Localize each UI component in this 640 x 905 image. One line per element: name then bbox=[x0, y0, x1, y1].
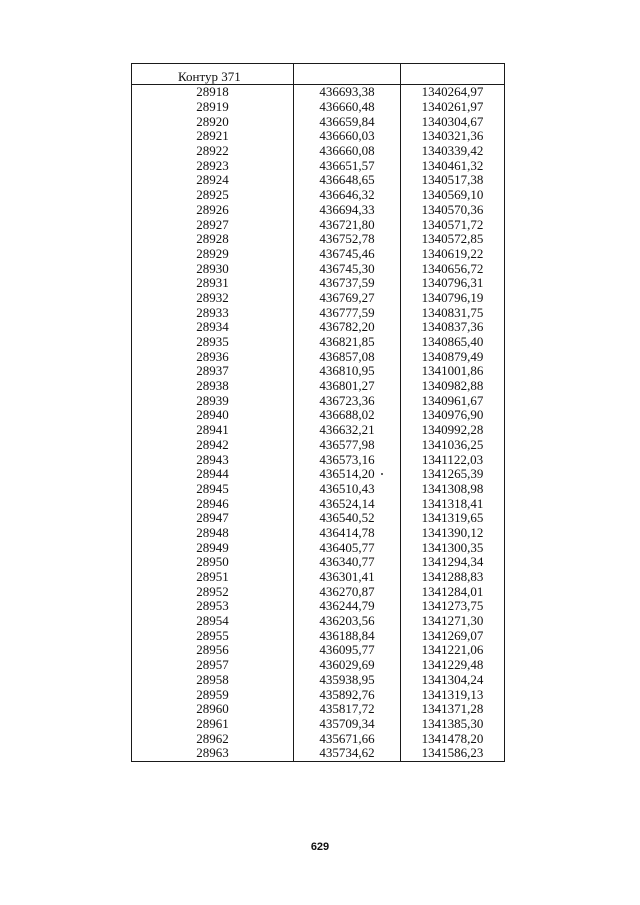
point-number-cell: 28921 bbox=[132, 129, 294, 144]
y-coordinate-cell: 1340961,67 bbox=[401, 393, 505, 408]
x-coordinate-cell: 436524,14 bbox=[294, 496, 401, 511]
y-coordinate-cell: 1340261,97 bbox=[401, 100, 505, 115]
point-number-cell: 28948 bbox=[132, 526, 294, 541]
y-coordinate-cell: 1341586,23 bbox=[401, 746, 505, 761]
x-coordinate-cell: 436745,30 bbox=[294, 261, 401, 276]
x-coordinate-cell: 436752,78 bbox=[294, 232, 401, 247]
x-coordinate-cell: 436646,32 bbox=[294, 188, 401, 203]
y-coordinate-cell: 1340796,19 bbox=[401, 291, 505, 306]
y-coordinate-cell: 1340517,38 bbox=[401, 173, 505, 188]
point-number-cell: 28928 bbox=[132, 232, 294, 247]
x-coordinate-cell: 436573,16 bbox=[294, 452, 401, 467]
y-coordinate-cell: 1341300,35 bbox=[401, 540, 505, 555]
header-cell-x bbox=[294, 64, 401, 85]
x-coordinate-cell: 436737,59 bbox=[294, 276, 401, 291]
x-coordinate-cell: 436510,43 bbox=[294, 482, 401, 497]
y-coordinate-cell: 1341288,83 bbox=[401, 570, 505, 585]
y-coordinate-cell: 1340461,32 bbox=[401, 158, 505, 173]
coordinates-table-body bbox=[132, 64, 505, 762]
x-coordinate-cell: 435734,62 bbox=[294, 746, 401, 761]
x-coordinate-cell: 436745,46 bbox=[294, 247, 401, 262]
x-coordinate-cell: 436821,85 bbox=[294, 335, 401, 350]
x-coordinate-cell: 436632,21 bbox=[294, 423, 401, 438]
point-number-cell: 28919 bbox=[132, 100, 294, 115]
y-coordinate-cell: 1340339,42 bbox=[401, 144, 505, 159]
point-number-cell: 28929 bbox=[132, 247, 294, 262]
x-coordinate-cell: 435709,34 bbox=[294, 717, 401, 732]
point-number-cell: 28932 bbox=[132, 291, 294, 306]
table-row bbox=[132, 232, 505, 247]
y-coordinate-cell: 1341284,01 bbox=[401, 584, 505, 599]
scan-speck bbox=[381, 473, 383, 475]
x-coordinate-cell: 436659,84 bbox=[294, 114, 401, 129]
x-coordinate-cell: 436857,08 bbox=[294, 349, 401, 364]
y-coordinate-cell: 1341308,98 bbox=[401, 482, 505, 497]
x-coordinate-cell: 436723,36 bbox=[294, 393, 401, 408]
table-row bbox=[132, 261, 505, 276]
y-coordinate-cell: 1341478,20 bbox=[401, 731, 505, 746]
point-number-cell: 28945 bbox=[132, 482, 294, 497]
y-coordinate-cell: 1341221,06 bbox=[401, 643, 505, 658]
y-coordinate-cell: 1340796,31 bbox=[401, 276, 505, 291]
point-number-cell: 28952 bbox=[132, 584, 294, 599]
table-row bbox=[132, 614, 505, 629]
y-coordinate-cell: 1341269,07 bbox=[401, 628, 505, 643]
x-coordinate-cell: 435817,72 bbox=[294, 702, 401, 717]
y-coordinate-cell: 1340879,49 bbox=[401, 349, 505, 364]
table-row bbox=[132, 393, 505, 408]
table-row bbox=[132, 114, 505, 129]
point-number-cell: 28953 bbox=[132, 599, 294, 614]
x-coordinate-cell: 436769,27 bbox=[294, 291, 401, 306]
point-number-cell: 28925 bbox=[132, 188, 294, 203]
table-row bbox=[132, 673, 505, 688]
point-number-cell: 28960 bbox=[132, 702, 294, 717]
table-row bbox=[132, 584, 505, 599]
x-coordinate-cell: 436540,52 bbox=[294, 511, 401, 526]
y-coordinate-cell: 1341319,13 bbox=[401, 687, 505, 702]
table-row bbox=[132, 173, 505, 188]
table-row bbox=[132, 438, 505, 453]
x-coordinate-cell: 436095,77 bbox=[294, 643, 401, 658]
y-coordinate-cell: 1341304,24 bbox=[401, 673, 505, 688]
table-row bbox=[132, 144, 505, 159]
x-coordinate-cell: 436660,03 bbox=[294, 129, 401, 144]
x-coordinate-cell: 435671,66 bbox=[294, 731, 401, 746]
x-coordinate-cell: 436270,87 bbox=[294, 584, 401, 599]
point-number-cell: 28951 bbox=[132, 570, 294, 585]
y-coordinate-cell: 1341122,03 bbox=[401, 452, 505, 467]
point-number-cell: 28939 bbox=[132, 393, 294, 408]
y-coordinate-cell: 1341036,25 bbox=[401, 438, 505, 453]
y-coordinate-cell: 1340571,72 bbox=[401, 217, 505, 232]
table-row bbox=[132, 452, 505, 467]
x-coordinate-cell: 436694,33 bbox=[294, 203, 401, 218]
y-coordinate-cell: 1340656,72 bbox=[401, 261, 505, 276]
point-number-cell: 28963 bbox=[132, 746, 294, 761]
table-row bbox=[132, 540, 505, 555]
table-row bbox=[132, 467, 505, 482]
table-row bbox=[132, 158, 505, 173]
y-coordinate-cell: 1341385,30 bbox=[401, 717, 505, 732]
y-coordinate-cell: 1341229,48 bbox=[401, 658, 505, 673]
x-coordinate-cell: 436648,65 bbox=[294, 173, 401, 188]
x-coordinate-cell: 435938,95 bbox=[294, 673, 401, 688]
table-header-row bbox=[132, 64, 505, 85]
y-coordinate-cell: 1340837,36 bbox=[401, 320, 505, 335]
table-row bbox=[132, 482, 505, 497]
y-coordinate-cell: 1340831,75 bbox=[401, 305, 505, 320]
x-coordinate-cell: 436414,78 bbox=[294, 526, 401, 541]
y-coordinate-cell: 1341371,28 bbox=[401, 702, 505, 717]
table-row bbox=[132, 335, 505, 350]
point-number-cell: 28922 bbox=[132, 144, 294, 159]
x-coordinate-cell: 436782,20 bbox=[294, 320, 401, 335]
table-row bbox=[132, 555, 505, 570]
point-number-cell: 28940 bbox=[132, 408, 294, 423]
table-row bbox=[132, 129, 505, 144]
table-row bbox=[132, 291, 505, 306]
x-coordinate-cell: 436721,80 bbox=[294, 217, 401, 232]
point-number-cell: 28920 bbox=[132, 114, 294, 129]
y-coordinate-cell: 1340992,28 bbox=[401, 423, 505, 438]
y-coordinate-cell: 1340570,36 bbox=[401, 203, 505, 218]
y-coordinate-cell: 1340619,22 bbox=[401, 247, 505, 262]
y-coordinate-cell: 1340264,97 bbox=[401, 85, 505, 100]
x-coordinate-cell: 436693,38 bbox=[294, 85, 401, 100]
point-number-cell: 28933 bbox=[132, 305, 294, 320]
table-row bbox=[132, 658, 505, 673]
y-coordinate-cell: 1341390,12 bbox=[401, 526, 505, 541]
point-number-cell: 28962 bbox=[132, 731, 294, 746]
x-coordinate-cell: 436660,48 bbox=[294, 100, 401, 115]
point-number-cell: 28946 bbox=[132, 496, 294, 511]
table-row bbox=[132, 526, 505, 541]
table-row bbox=[132, 687, 505, 702]
x-coordinate-cell: 436577,98 bbox=[294, 438, 401, 453]
x-coordinate-cell: 436244,79 bbox=[294, 599, 401, 614]
point-number-cell: 28958 bbox=[132, 673, 294, 688]
point-number-cell: 28918 bbox=[132, 85, 294, 100]
y-coordinate-cell: 1340572,85 bbox=[401, 232, 505, 247]
table-row bbox=[132, 746, 505, 761]
x-coordinate-cell: 436651,57 bbox=[294, 158, 401, 173]
table-row bbox=[132, 599, 505, 614]
point-number-cell: 28936 bbox=[132, 349, 294, 364]
point-number-cell: 28938 bbox=[132, 379, 294, 394]
table-row bbox=[132, 349, 505, 364]
table-row bbox=[132, 717, 505, 732]
point-number-cell: 28949 bbox=[132, 540, 294, 555]
point-number-cell: 28954 bbox=[132, 614, 294, 629]
y-coordinate-cell: 1341001,86 bbox=[401, 364, 505, 379]
table-row bbox=[132, 305, 505, 320]
x-coordinate-cell: 436514,20 bbox=[294, 467, 401, 482]
x-coordinate-cell: 436810,95 bbox=[294, 364, 401, 379]
y-coordinate-cell: 1341319,65 bbox=[401, 511, 505, 526]
point-number-cell: 28942 bbox=[132, 438, 294, 453]
table-row bbox=[132, 320, 505, 335]
point-number-cell: 28931 bbox=[132, 276, 294, 291]
header-cell-y bbox=[401, 64, 505, 85]
x-coordinate-cell: 436405,77 bbox=[294, 540, 401, 555]
table-row bbox=[132, 628, 505, 643]
table-row bbox=[132, 423, 505, 438]
point-number-cell: 28943 bbox=[132, 452, 294, 467]
x-coordinate-cell: 436029,69 bbox=[294, 658, 401, 673]
table-row bbox=[132, 247, 505, 262]
y-coordinate-cell: 1341294,34 bbox=[401, 555, 505, 570]
table-row bbox=[132, 364, 505, 379]
point-number-cell: 28950 bbox=[132, 555, 294, 570]
y-coordinate-cell: 1340304,67 bbox=[401, 114, 505, 129]
table-row bbox=[132, 643, 505, 658]
point-number-cell: 28947 bbox=[132, 511, 294, 526]
table-row bbox=[132, 408, 505, 423]
table-row bbox=[132, 702, 505, 717]
contour-label: Контур 371 bbox=[132, 64, 294, 85]
point-number-cell: 28927 bbox=[132, 217, 294, 232]
point-number-cell: 28937 bbox=[132, 364, 294, 379]
point-number-cell: 28926 bbox=[132, 203, 294, 218]
point-number-cell: 28923 bbox=[132, 158, 294, 173]
y-coordinate-cell: 1340321,36 bbox=[401, 129, 505, 144]
x-coordinate-cell: 436660,08 bbox=[294, 144, 401, 159]
table-row bbox=[132, 100, 505, 115]
table-row bbox=[132, 276, 505, 291]
point-number-cell: 28955 bbox=[132, 628, 294, 643]
point-number-cell: 28930 bbox=[132, 261, 294, 276]
y-coordinate-cell: 1340569,10 bbox=[401, 188, 505, 203]
point-number-cell: 28961 bbox=[132, 717, 294, 732]
y-coordinate-cell: 1341265,39 bbox=[401, 467, 505, 482]
table-row bbox=[132, 731, 505, 746]
point-number-cell: 28935 bbox=[132, 335, 294, 350]
table-row bbox=[132, 496, 505, 511]
point-number-cell: 28924 bbox=[132, 173, 294, 188]
y-coordinate-cell: 1340865,40 bbox=[401, 335, 505, 350]
x-coordinate-cell: 435892,76 bbox=[294, 687, 401, 702]
table-row bbox=[132, 217, 505, 232]
y-coordinate-cell: 1340982,88 bbox=[401, 379, 505, 394]
x-coordinate-cell: 436203,56 bbox=[294, 614, 401, 629]
y-coordinate-cell: 1341318,41 bbox=[401, 496, 505, 511]
table-row bbox=[132, 85, 505, 100]
page-number: 629 bbox=[310, 841, 330, 853]
x-coordinate-cell: 436301,41 bbox=[294, 570, 401, 585]
point-number-cell: 28957 bbox=[132, 658, 294, 673]
point-number-cell: 28944 bbox=[132, 467, 294, 482]
point-number-cell: 28934 bbox=[132, 320, 294, 335]
point-number-cell: 28956 bbox=[132, 643, 294, 658]
table-row bbox=[132, 188, 505, 203]
table-row bbox=[132, 570, 505, 585]
y-coordinate-cell: 1341271,30 bbox=[401, 614, 505, 629]
table-row bbox=[132, 511, 505, 526]
x-coordinate-cell: 436777,59 bbox=[294, 305, 401, 320]
x-coordinate-cell: 436340,77 bbox=[294, 555, 401, 570]
coordinates-table bbox=[131, 63, 505, 762]
point-number-cell: 28941 bbox=[132, 423, 294, 438]
y-coordinate-cell: 1340976,90 bbox=[401, 408, 505, 423]
y-coordinate-cell: 1341273,75 bbox=[401, 599, 505, 614]
point-number-cell: 28959 bbox=[132, 687, 294, 702]
x-coordinate-cell: 436688,02 bbox=[294, 408, 401, 423]
x-coordinate-cell: 436188,84 bbox=[294, 628, 401, 643]
x-coordinate-cell: 436801,27 bbox=[294, 379, 401, 394]
table-row bbox=[132, 379, 505, 394]
table-row bbox=[132, 203, 505, 218]
